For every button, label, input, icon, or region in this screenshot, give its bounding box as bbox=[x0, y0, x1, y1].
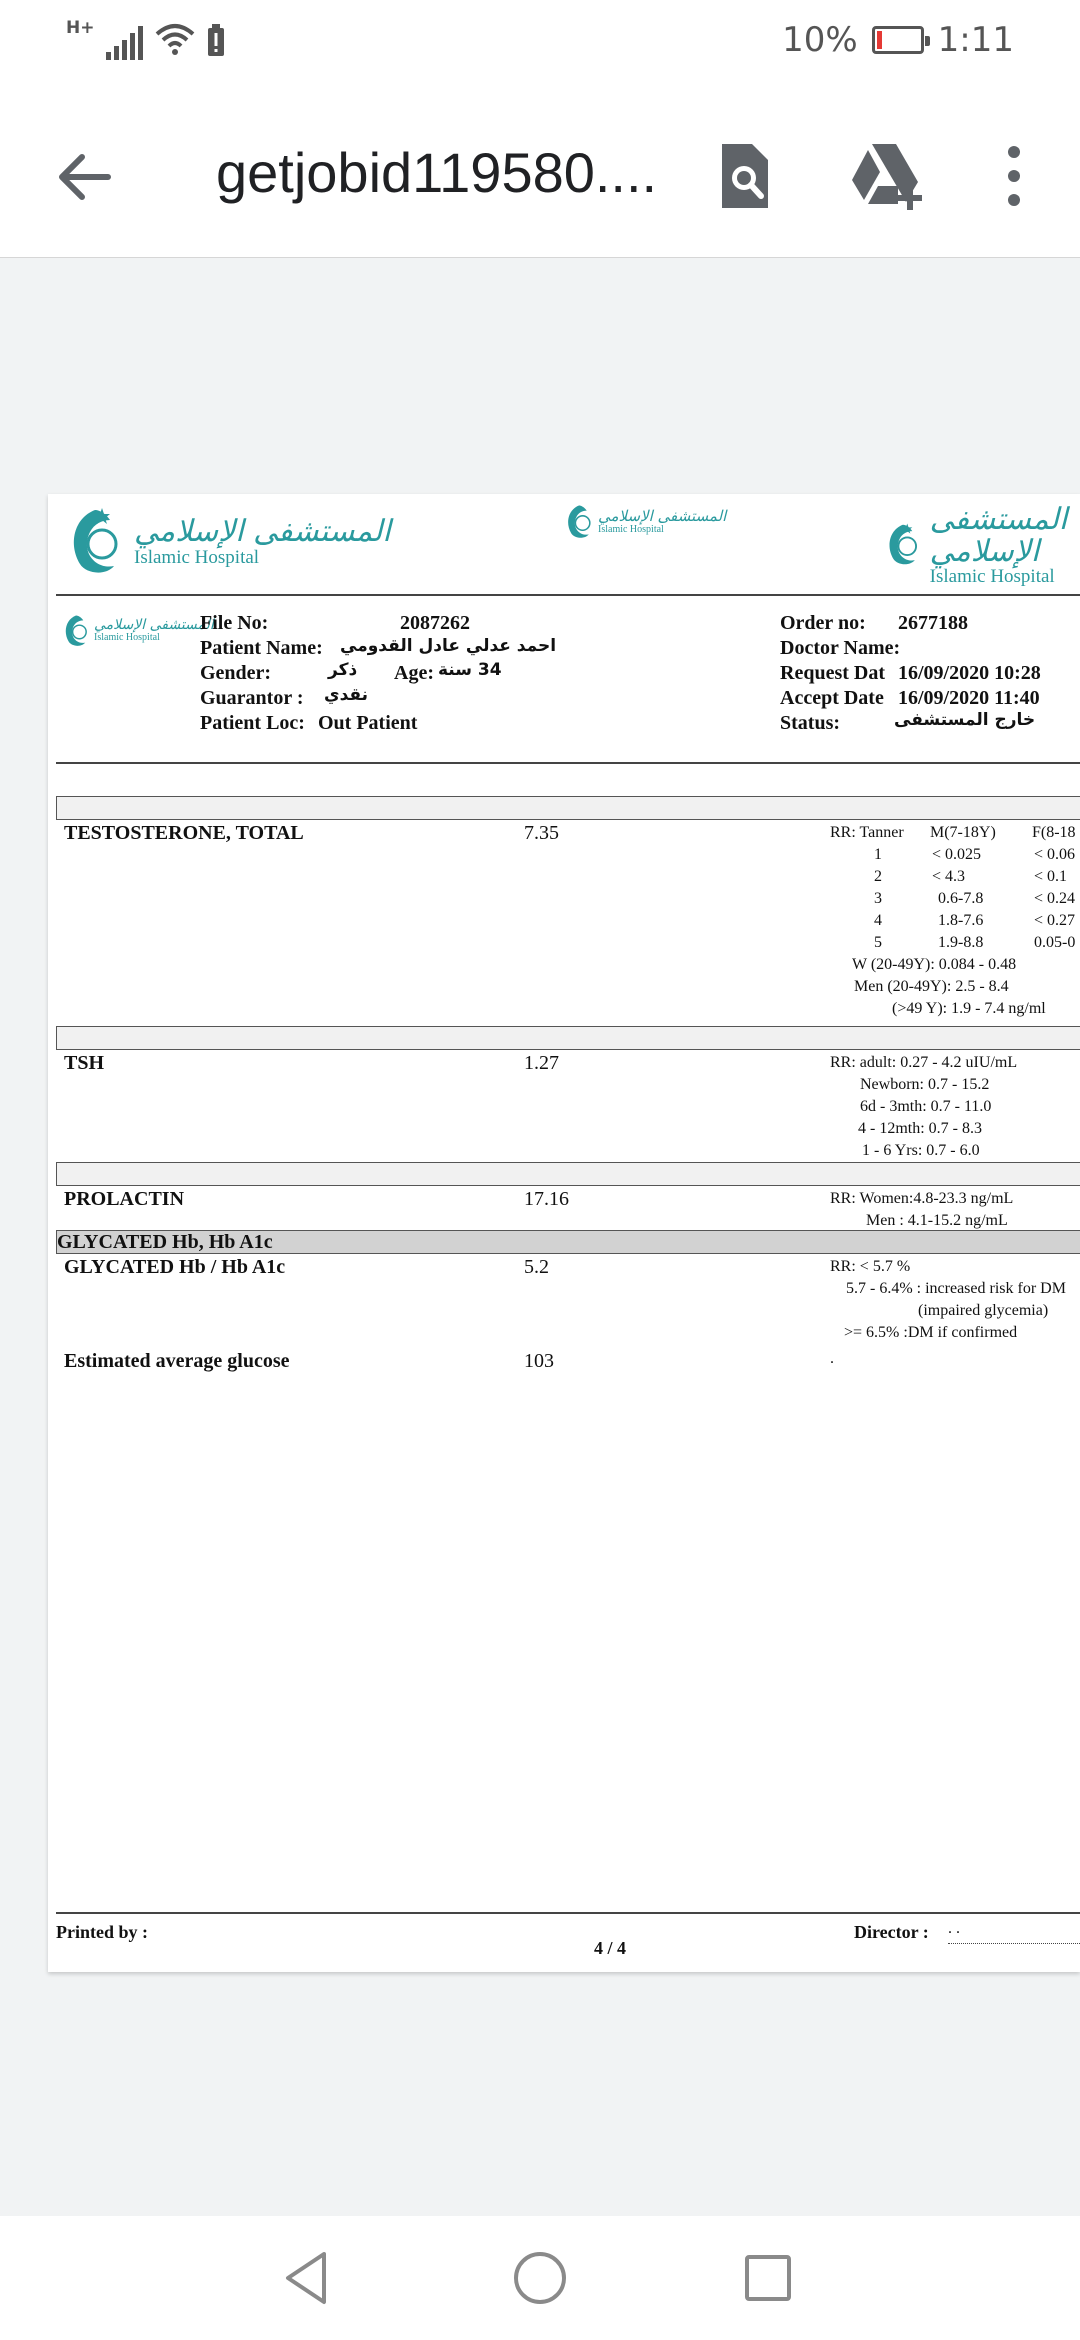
battery-icon bbox=[872, 26, 924, 54]
patient-name-value: احمد عدلي عادل القدومي bbox=[340, 636, 557, 656]
rr-male-range: 1.9-8.8 bbox=[938, 934, 984, 951]
rr-prolactin: RR: Women:4.8-23.3 ng/mL bbox=[830, 1190, 1014, 1207]
test-name-hba1c: GLYCATED Hb / Hb A1c bbox=[64, 1256, 286, 1278]
document-page bbox=[48, 494, 1080, 1972]
test-value-tsh: 1.27 bbox=[524, 1052, 559, 1074]
logo-english-text: Islamic Hospital bbox=[929, 566, 1055, 587]
hospital-emblem-icon bbox=[62, 504, 128, 580]
section-title-hba1c: GLYCATED Hb, Hb A1c bbox=[57, 1231, 273, 1253]
rr-hba1c: >= 6.5% :DM if confirmed bbox=[844, 1324, 1018, 1341]
printed-by-label: Printed by : bbox=[56, 1922, 148, 1942]
hospital-logo-center bbox=[562, 502, 726, 542]
nav-home-icon[interactable] bbox=[508, 2246, 572, 2310]
test-value-prolactin: 17.16 bbox=[524, 1188, 569, 1210]
rr-tsh: 1 - 6 Yrs: 0.7 - 6.0 bbox=[862, 1142, 980, 1159]
rr-head-female: F(8-18 bbox=[1032, 824, 1076, 841]
director-label: Director : bbox=[854, 1922, 929, 1942]
patient-loc-label: Patient Loc: bbox=[200, 712, 305, 734]
file-no-label: File No: bbox=[200, 612, 269, 634]
nav-bar bbox=[0, 2216, 1080, 2340]
section-bar bbox=[56, 1026, 1080, 1050]
logo-arabic-text: المستشفى الإسلامي bbox=[929, 502, 1068, 569]
rr-tanner-stage: 5 bbox=[874, 934, 882, 951]
rr-female-range: < 0.1 bbox=[1034, 868, 1068, 885]
guarantor-value: نقدي bbox=[324, 685, 369, 705]
test-name-testosterone: TESTOSTERONE, TOTAL bbox=[64, 822, 304, 844]
rr-male-range: 1.8-7.6 bbox=[938, 912, 984, 929]
test-value-hba1c: 5.2 bbox=[524, 1256, 549, 1278]
rr-male-range: < 4.3 bbox=[932, 868, 966, 885]
request-date-label: Request Dat bbox=[780, 662, 885, 684]
rr-female-range: < 0.24 bbox=[1034, 890, 1076, 907]
request-date-value: 16/09/2020 10:28 bbox=[898, 662, 1041, 684]
age-label: Age: bbox=[394, 662, 434, 684]
test-value-eag: 103 bbox=[524, 1350, 554, 1372]
hospital-logo-right bbox=[882, 504, 1080, 587]
rr-tsh: RR: adult: 0.27 - 4.2 uIU/mL bbox=[830, 1054, 1018, 1071]
test-value-testosterone: 7.35 bbox=[524, 822, 559, 844]
doctor-name-label: Doctor Name: bbox=[780, 637, 901, 659]
rr-tanner-stage: 2 bbox=[874, 868, 882, 885]
patient-name-label: Patient Name: bbox=[200, 637, 323, 659]
age-value: 34 سنة bbox=[438, 660, 502, 680]
rr-hba1c: 5.7 - 6.4% : increased risk for DM bbox=[846, 1280, 1066, 1297]
page-number: 4 / 4 bbox=[594, 1938, 627, 1958]
rr-tsh: Newborn: 0.7 - 15.2 bbox=[860, 1076, 990, 1093]
rr-tsh: 4 - 12mth: 0.7 - 8.3 bbox=[858, 1120, 982, 1137]
status-label: Status: bbox=[780, 712, 841, 734]
hospital-logo-small bbox=[60, 612, 214, 650]
rr-female-range: < 0.27 bbox=[1034, 912, 1076, 929]
drive-add-icon[interactable] bbox=[848, 138, 924, 214]
file-no-value: 2087262 bbox=[400, 612, 470, 634]
header-divider bbox=[56, 594, 1080, 596]
rr-men-adult: Men (20-49Y): 2.5 - 8.4 bbox=[854, 978, 1009, 995]
footer-divider bbox=[56, 1912, 1080, 1914]
clock: 1:11 bbox=[937, 20, 1014, 60]
accept-date-label: Accept Date bbox=[780, 687, 884, 709]
patient-loc-value: Out Patient bbox=[318, 712, 418, 734]
section-bar-hba1c bbox=[56, 1230, 1080, 1254]
wifi-icon bbox=[155, 22, 195, 56]
network-type: H+ bbox=[66, 18, 95, 38]
rr-hba1c: RR: < 5.7 % bbox=[830, 1258, 911, 1275]
section-bar bbox=[56, 1162, 1080, 1186]
patient-divider bbox=[56, 762, 1080, 764]
logo-arabic-text: المستشفى الإسلامي bbox=[134, 514, 391, 550]
nav-recents-icon[interactable] bbox=[736, 2246, 800, 2310]
battery-fill bbox=[877, 31, 882, 49]
guarantor-label: Guarantor : bbox=[200, 687, 304, 709]
test-name-tsh: TSH bbox=[64, 1052, 105, 1074]
rr-tanner-stage: 1 bbox=[874, 846, 882, 863]
rr-hba1c: (impaired glycemia) bbox=[918, 1302, 1049, 1319]
logo-arabic-text: المستشفى الإسلامي bbox=[94, 617, 214, 634]
hospital-emblem-icon bbox=[882, 507, 924, 583]
battery-alert-icon bbox=[207, 24, 225, 58]
signal-icon bbox=[106, 26, 143, 60]
rr-male-range: < 0.025 bbox=[932, 846, 982, 863]
rr-head-tanner: RR: Tanner bbox=[830, 824, 904, 841]
gender-value: ذكر bbox=[328, 660, 358, 680]
rr-head-male: M(7-18Y) bbox=[930, 824, 996, 841]
hospital-logo-left bbox=[62, 504, 391, 580]
rr-eag: . bbox=[830, 1350, 834, 1367]
rr-male-range: 0.6-7.8 bbox=[938, 890, 984, 907]
order-no-label: Order no: bbox=[780, 612, 866, 634]
logo-english-text: Islamic Hospital bbox=[598, 523, 664, 535]
accept-date-value: 16/09/2020 11:40 bbox=[898, 687, 1040, 709]
document-title: getjobid119580.... bbox=[216, 141, 658, 204]
order-no-value: 2677188 bbox=[898, 612, 968, 634]
logo-english-text: Islamic Hospital bbox=[94, 632, 160, 644]
battery-percent: 10% bbox=[782, 20, 858, 60]
hospital-emblem-icon bbox=[562, 502, 596, 542]
hospital-emblem-icon bbox=[60, 612, 92, 650]
document-search-icon[interactable] bbox=[706, 138, 782, 214]
rr-women-adult: W (20-49Y): 0.084 - 0.48 bbox=[852, 956, 1017, 973]
section-bar bbox=[56, 796, 1080, 820]
status-right bbox=[782, 20, 1014, 60]
status-left bbox=[66, 18, 225, 60]
test-name-prolactin: PROLACTIN bbox=[64, 1188, 185, 1210]
gender-label: Gender: bbox=[200, 662, 272, 684]
rr-tanner-stage: 3 bbox=[874, 890, 882, 907]
app-bar bbox=[0, 92, 1080, 258]
rr-female-range: < 0.06 bbox=[1034, 846, 1076, 863]
rr-female-range: 0.05-0 bbox=[1034, 934, 1076, 951]
arrow-back-icon[interactable] bbox=[50, 142, 120, 212]
rr-tsh: 6d - 3mth: 0.7 - 11.0 bbox=[860, 1098, 992, 1115]
rr-prolactin: Men : 4.1-15.2 ng/mL bbox=[866, 1212, 1008, 1229]
logo-english-text: Islamic Hospital bbox=[134, 546, 260, 568]
nav-back-icon[interactable] bbox=[276, 2246, 340, 2310]
rr-tanner-stage: 4 bbox=[874, 912, 882, 929]
logo-arabic-text: المستشفى الإسلامي bbox=[598, 506, 727, 525]
status-value: خارج المستشفى bbox=[894, 710, 1036, 730]
test-name-eag: Estimated average glucose bbox=[64, 1350, 290, 1372]
status-bar bbox=[0, 0, 1080, 92]
rr-over-49: (>49 Y): 1.9 - 7.4 ng/ml bbox=[892, 1000, 1046, 1017]
director-signature-line: . . bbox=[948, 1920, 1080, 1944]
more-vert-icon[interactable] bbox=[976, 138, 1052, 214]
